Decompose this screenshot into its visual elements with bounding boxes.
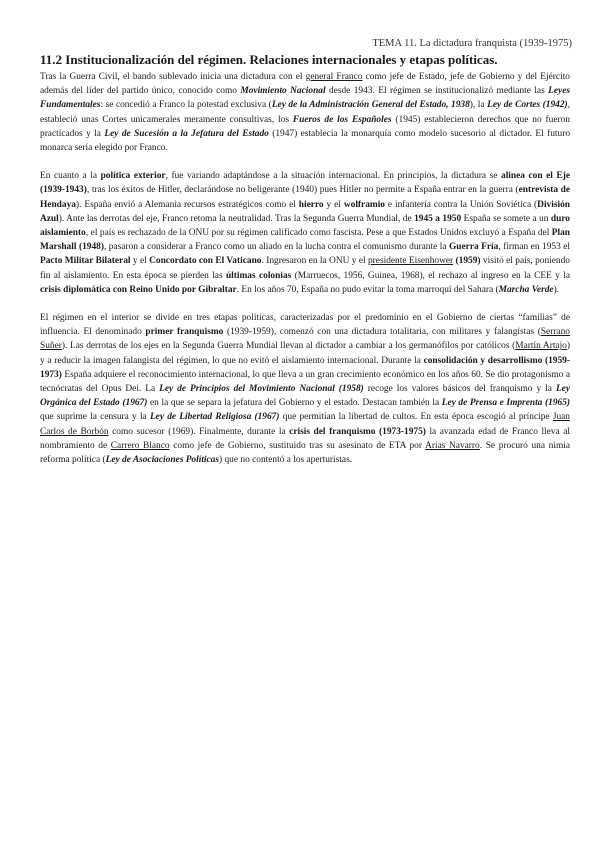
text-run: ). xyxy=(553,284,560,295)
text-run: , fue variando adaptándose a la situación internacional. En principios, la dictadura se xyxy=(165,171,501,182)
text-run: crisis diplomática con Reino Unido por Gibraltar xyxy=(40,284,237,295)
text-run: ). Las derrotas de los ejes en la Segunda Guerra Mundial llevan al dictador a cambiar a los germanófilos por católicos ( xyxy=(61,341,516,352)
text-run: , tras los éxitos de Hitler, declarándose no beligerante (1940) pues Hitler no permite a España entrar en la guerra ( xyxy=(86,185,519,196)
text-run: (Marruecos, 1956, Guinea, 1968), el rechazo al ingreso en la CEE y la xyxy=(291,270,570,281)
text-run: Movimiento Nacional xyxy=(240,86,326,97)
text-run: (1939-1959), comenzó con una dictadura totalitaria, con militares y falangistas ( xyxy=(223,327,541,338)
paragraph-institucionalizacion xyxy=(40,70,570,155)
text-run: Ley de Cortes (1942) xyxy=(487,100,568,111)
text-run: Ley de Libertad Religiosa (1967) xyxy=(149,412,280,423)
text-run: Marcha Verde xyxy=(498,284,554,295)
running-header: TEMA 11. La dictadura franquista (1939-1975) xyxy=(372,38,572,49)
text-run: como jefe de Estado, jefe de Gobierno y del Ejército además del líder del partido único, conocido como xyxy=(40,72,570,97)
text-run: ). Ante las derrotas del eje, Franco retoma la neutralidad. Tras la Segunda Guerra Mundial, de xyxy=(58,213,415,224)
text-run: Tras la Guerra Civil, el bando sublevado inicia una dictadura con el xyxy=(40,72,306,82)
text-run: División Azul xyxy=(40,199,570,224)
text-run: como sucesor (1969). Finalmente, durante la xyxy=(108,426,290,437)
paragraph-politica-exterior xyxy=(40,169,570,297)
text-run: e infantería contra la Unión Soviética ( xyxy=(385,199,538,210)
text-run: (1959) xyxy=(455,256,481,267)
text-run: ). España envió a Alemania recursos estratégicos como el xyxy=(75,199,299,210)
text-run: entrevista de Hendaya xyxy=(40,185,571,210)
paragraph-etapas-interior xyxy=(40,311,570,467)
text-run: primer franquismo xyxy=(145,327,224,338)
text-run: Pacto Militar Bilateral xyxy=(40,256,131,267)
text-run: Ley de Prensa e Imprenta (1965) xyxy=(441,398,570,409)
text-run: ) que no contentó a los aperturistas. xyxy=(219,455,353,466)
text-run: En cuanto a la xyxy=(40,171,101,182)
text-run: Ley de Principios del Movimiento Nacional (1958) xyxy=(159,384,364,395)
text-run: Leyes Fundamentales xyxy=(40,86,570,111)
text-run: Carrero Blanco xyxy=(110,440,170,451)
text-run: . Ingresaron en la ONU y el xyxy=(261,256,368,267)
text-run: España adquiere el reconocimiento internacional, lo que lleva a un gran crecimiento económico en los años 60. Se dio protagonismo a tecnócratas del Opus Dei. La xyxy=(40,369,570,395)
text-run: política exterior xyxy=(100,171,166,182)
text-run: que suprime la censura y la xyxy=(40,412,150,423)
text-run: Ley de la Administración General del Estado, 1938 xyxy=(271,100,470,111)
text-run: presidente Eisenhower xyxy=(367,256,454,267)
text-run: Concordato con El Vaticano xyxy=(149,256,262,267)
text-run: Serrano Suñer xyxy=(40,327,570,352)
text-run: visitó el país, poniendo fin al aislamiento. En esta época se pierden las xyxy=(40,256,570,281)
text-run: alinea con el Eje (1939-1943) xyxy=(40,171,570,196)
text-run: wolframio xyxy=(343,199,385,210)
text-run: . Se procuró una nimia reforma política ( xyxy=(40,440,570,466)
text-run: que permitían la libertad de cultos. En esta época escogió al príncipe xyxy=(279,412,553,423)
text-run: duro aislamiento xyxy=(40,213,570,239)
text-run: como jefe de Gobierno, sustituido tras su asesinato de ETA por xyxy=(169,440,426,451)
text-run: Ley de Sucesión a la Jefatura del Estado xyxy=(104,128,269,139)
text-run: Ley de Asociaciones Políticas xyxy=(105,455,220,466)
text-run: 1945 a 1950 xyxy=(414,213,462,224)
text-run: desde 1943. El régimen se institucionalizó mediante las xyxy=(325,86,549,97)
text-run: general Franco xyxy=(305,72,363,82)
text-run: consolidación y desarrollismo (1959-1973) xyxy=(40,355,570,380)
section-title: 11.2 Institucionalización del régimen. Relaciones internacionales y etapas políticas. xyxy=(40,52,498,67)
text-run: Martín Artajo xyxy=(515,341,567,352)
text-run: : se concedió a Franco la potestad exclusiva ( xyxy=(100,100,272,111)
text-run: , el país es rechazado de la ONU por su régimen calificado como fascista. Pese a que Estados Unidos excluyó a España del xyxy=(85,228,552,239)
text-run: España se somete a un xyxy=(461,213,551,224)
text-run: últimas colonias xyxy=(225,270,292,281)
text-run: , pasaron a considerar a Franco como un aliado en la lucha contra el comunismo durante la xyxy=(103,242,449,253)
text-run: Arias Navarro xyxy=(425,440,480,451)
text-run: Juan Carlos de Borbón xyxy=(40,412,570,437)
text-run: hierro xyxy=(298,199,324,210)
text-run: , estableció unas Cortes unicamerales meramente consultivas, los xyxy=(40,100,571,125)
text-run: en la que se separa la jefatura del Gobierno y el estado. Destacan también la xyxy=(147,398,442,409)
text-run: Fueros de los Españoles xyxy=(292,114,392,125)
text-run: (1945) establecieron derechos que no fueron practicados y la xyxy=(40,114,570,139)
text-run: Plan Marshall (1948) xyxy=(40,228,570,253)
body-content xyxy=(40,70,570,481)
text-run: El régimen en el interior se divide en tres etapas políticas, caracterizadas por el predominio en el Gobierno de ciertas “familias” de influencia. El denominado xyxy=(40,313,570,338)
text-run: ) y a reducir la imagen falangista del régimen, lo que no evitó el aislamiento internacional. Durante la xyxy=(40,341,570,366)
text-run: Guerra Fría xyxy=(449,242,499,253)
text-run: y el xyxy=(323,199,344,210)
text-run: la avanzada edad de Franco lleva al nombramiento de xyxy=(40,426,570,451)
text-run: Ley Orgánica del Estado (1967) xyxy=(40,384,570,409)
text-run: . En los años 70, España no pudo evitar la toma marroquí del Sahara ( xyxy=(236,284,499,295)
text-run: (1947) establecía la monarquía como modelo sucesorio al dictador. El futuro monarca sería elegido por Franco. xyxy=(40,128,571,154)
text-run: y el xyxy=(130,256,150,267)
text-run: ), la xyxy=(469,100,488,111)
text-run: recoge los valores básicos del franquismo y la xyxy=(363,384,556,395)
text-run: , firman en 1953 el xyxy=(498,242,571,253)
text-run: crisis del franquismo (1973-1975) xyxy=(289,426,426,437)
